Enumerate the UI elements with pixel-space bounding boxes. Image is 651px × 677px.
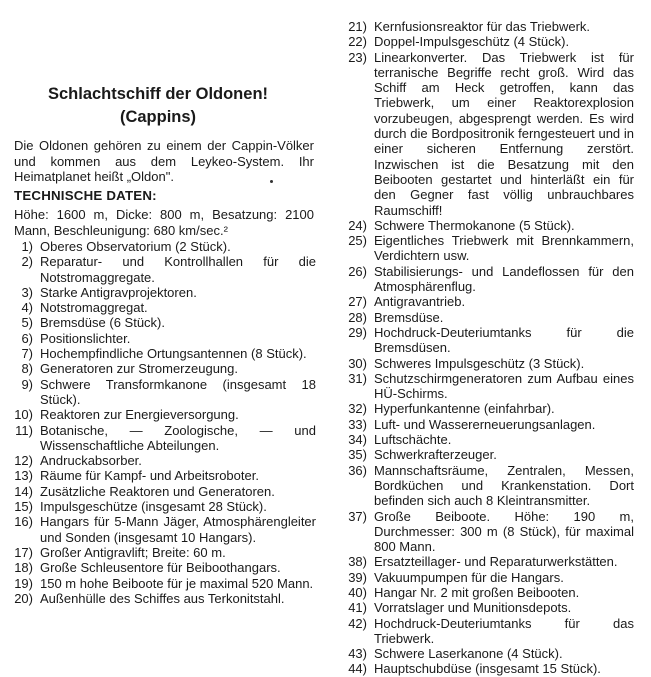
item-text: Schwerkrafterzeuger. (374, 447, 497, 463)
item-text: Bremsdüse (6 Stück). (40, 315, 165, 331)
item-text: Eigentliches Triebwerk mit Brennkammern, Verdichtern usw. (374, 233, 634, 264)
item-number: 38) (348, 554, 367, 570)
item-number: 16) (14, 514, 33, 530)
item-text: Großer Antigravlift; Breite: 60 m. (40, 544, 226, 560)
list-item (0, 591, 316, 606)
item-text: Luftschächte. (374, 432, 452, 448)
list-item (334, 218, 634, 233)
list-item (334, 264, 634, 295)
item-number: 40) (348, 584, 367, 600)
item-number: 2) (21, 254, 33, 270)
list-item (334, 233, 634, 264)
item-text: Generatoren zur Stromerzeugung. (40, 361, 238, 377)
list-item (0, 300, 316, 315)
list-item (0, 315, 316, 330)
item-number: 5) (21, 315, 33, 331)
item-number: 13) (14, 468, 33, 484)
item-text: Räume für Kampf- und Arbeitsroboter. (40, 468, 259, 484)
list-item (0, 545, 316, 560)
item-number: 31) (348, 370, 367, 386)
item-number: 33) (348, 416, 367, 432)
item-text: Oberes Observatorium (2 Stück). (40, 239, 231, 254)
item-number: 42) (348, 615, 367, 631)
item-number: 22) (348, 34, 367, 50)
item-text: Schutzschirmgeneratoren zum Aufbau eines HÜ-Schirms. (374, 370, 634, 402)
item-text: Hochempfindliche Ortungsantennen (8 Stück). (40, 346, 307, 362)
list-item (0, 499, 316, 514)
item-text: Hochdruck-Deuteriumtanks für das Triebwerk. (374, 615, 634, 646)
item-text: 150 m hohe Beiboote für je maximal 520 Mann. (40, 575, 314, 591)
item-text: Reaktoren zur Energieversorgung. (40, 407, 239, 423)
item-text: Impulsgeschütze (insgesamt 28 Stück). (40, 499, 267, 515)
item-number: 26) (348, 263, 367, 279)
item-number: 11) (15, 422, 33, 438)
item-list-right (334, 19, 634, 677)
item-number: 43) (348, 646, 367, 662)
item-number: 9) (21, 376, 33, 392)
item-number: 27) (348, 294, 367, 310)
item-text: Antigravantrieb. (374, 294, 466, 310)
item-text: Reparatur- und Kontrollhallen für die Notstromaggregate. (40, 254, 316, 285)
list-item (334, 34, 634, 49)
item-number: 18) (14, 560, 33, 576)
list-item (0, 346, 316, 361)
list-item (0, 254, 316, 285)
item-text: Schwere Transformkanone (insgesamt 18 Stück). (40, 376, 316, 407)
item-text: Hangar Nr. 2 mit großen Beibooten. (374, 584, 580, 600)
item-text: Schweres Impulsgeschütz (3 Stück). (374, 355, 585, 371)
item-number: 28) (348, 309, 367, 325)
section-heading: TECHNISCHE DATEN: (14, 188, 157, 203)
item-number: 41) (348, 600, 367, 616)
list-item (334, 585, 634, 600)
item-number: 14) (14, 483, 33, 499)
item-text: Positionslichter. (40, 330, 131, 346)
list-item (334, 356, 634, 371)
item-text: Linearkonverter. Das Triebwerk ist für terranische Begriffe recht groß. Wird das Schiff am Heck getroffen, kann das Triebwerk, um einer Reaktorexplosion vorzubeugen, abgesprengt werden. Es wird durch die Bordpositronik ferngesteuert und in einer sicheren Entfernung zerstört. Inzwischen ist die Besatzung mit den Beibooten gestartet und hinterläßt ein für den Gegner fast völlig unbrauchbares Raumschiff! (374, 49, 634, 218)
page-title: Schlachtschiff der Oldonen! (47, 85, 269, 103)
item-number: 30) (348, 355, 367, 371)
list-item (334, 310, 634, 325)
list-item (334, 600, 634, 615)
item-number: 1) (21, 239, 33, 254)
list-item (334, 646, 634, 661)
item-text: Außenhülle des Schiffes aus Terkonitstahl. (40, 590, 285, 606)
intro-paragraph: Die Oldonen gehören zu einem der Cappin-Völker und kommen aus dem Leykeo-System. Ihr Heimatplanet heißt „Oldon". (14, 138, 314, 184)
list-item (0, 361, 316, 376)
list-item (0, 560, 316, 575)
item-list-left (0, 239, 316, 606)
item-number: 10) (14, 407, 33, 423)
item-text: Hyperfunkantenne (einfahrbar). (374, 401, 555, 417)
item-number: 3) (21, 284, 33, 300)
item-text: Andruckabsorber. (40, 453, 142, 469)
item-text: Mannschaftsräume, Zentralen, Messen, Bordküchen und Krankenstation. Dort befinden sich auch 8 Kleintransmitter. (374, 462, 634, 509)
item-text: Luft- und Wassererneuerungsanlagen. (374, 416, 596, 432)
list-item (0, 514, 316, 545)
list-item (0, 484, 316, 499)
item-text: Hochdruck-Deuteriumtanks für die Bremsdüsen. (374, 324, 634, 356)
item-number: 37) (348, 508, 367, 524)
list-item (334, 661, 634, 676)
item-text: Große Schleusentore für Beiboothangars. (40, 560, 281, 576)
list-item (334, 401, 634, 416)
list-item (334, 19, 634, 34)
item-text: Botanische, — Zoologische, — und Wissenschaftliche Abteilungen. (40, 422, 316, 453)
list-item (334, 294, 634, 309)
list-item (0, 331, 316, 346)
item-number: 17) (14, 544, 33, 560)
list-item (334, 616, 634, 647)
item-number: 36) (348, 462, 367, 478)
list-item (0, 468, 316, 483)
list-item (0, 423, 316, 454)
item-text: Kernfusionsreaktor für das Triebwerk. (374, 19, 591, 34)
item-number: 19) (14, 575, 33, 591)
list-item (334, 417, 634, 432)
list-item (334, 509, 634, 555)
list-item (0, 576, 316, 591)
item-number: 23) (348, 49, 367, 65)
list-item (0, 377, 316, 408)
item-number: 24) (348, 217, 367, 233)
item-number: 21) (348, 19, 367, 34)
item-number: 15) (14, 499, 33, 515)
item-text: Notstromaggregat. (40, 300, 148, 316)
item-number: 20) (14, 590, 33, 606)
list-item (334, 463, 634, 509)
item-text: Vakuumpumpen für die Hangars. (374, 569, 564, 585)
list-item (334, 554, 634, 569)
item-text: Hangars für 5-Mann Jäger, Atmosphärengleiter und Sonden (insgesamt 10 Hangars). (40, 514, 316, 545)
list-item (334, 371, 634, 402)
item-number: 25) (348, 233, 367, 249)
list-item (0, 285, 316, 300)
item-number: 4) (21, 300, 33, 316)
item-number: 6) (21, 330, 33, 346)
item-number: 34) (348, 432, 367, 448)
item-number: 29) (348, 324, 367, 340)
item-text: Vorratslager und Munitionsdepots. (374, 600, 572, 616)
list-item (0, 453, 316, 468)
item-text: Doppel-Impulsgeschütz (4 Stück). (374, 34, 570, 50)
item-text: Hauptschubdüse (insgesamt 15 Stück). (374, 661, 601, 677)
list-item (334, 325, 634, 356)
specs-paragraph: Höhe: 1600 m, Dicke: 800 m, Besatzung: 2100 Mann, Beschleunigung: 680 km/sec.² (14, 207, 314, 238)
list-item (334, 447, 634, 462)
print-speck (270, 180, 273, 183)
item-text: Stabilisierungs- und Landeflossen für den Atmosphärenflug. (374, 263, 634, 295)
list-item (334, 432, 634, 447)
item-number: 39) (348, 569, 367, 585)
item-text: Ersatzteillager- und Reparaturwerkstätten. (374, 554, 618, 570)
list-item (0, 239, 316, 254)
item-number: 32) (348, 401, 367, 417)
item-number: 12) (14, 453, 33, 469)
item-number: 8) (21, 361, 33, 377)
item-text: Große Beiboote. Höhe: 190 m, Durchmesser: 300 m (8 Stück), für maximal 800 Mann. (374, 508, 634, 555)
list-item (0, 407, 316, 422)
item-text: Zusätzliche Reaktoren und Generatoren. (40, 483, 275, 499)
list-item (334, 50, 634, 218)
item-number: 35) (348, 447, 367, 463)
list-item (334, 570, 634, 585)
item-text: Schwere Laserkanone (4 Stück). (374, 646, 563, 662)
item-number: 44) (348, 661, 367, 677)
item-text: Schwere Thermokanone (5 Stück). (374, 217, 575, 233)
item-text: Starke Antigravprojektoren. (40, 284, 197, 300)
page-subtitle: (Cappins) (119, 108, 197, 126)
item-number: 7) (21, 346, 33, 362)
item-text: Bremsdüse. (374, 309, 444, 325)
